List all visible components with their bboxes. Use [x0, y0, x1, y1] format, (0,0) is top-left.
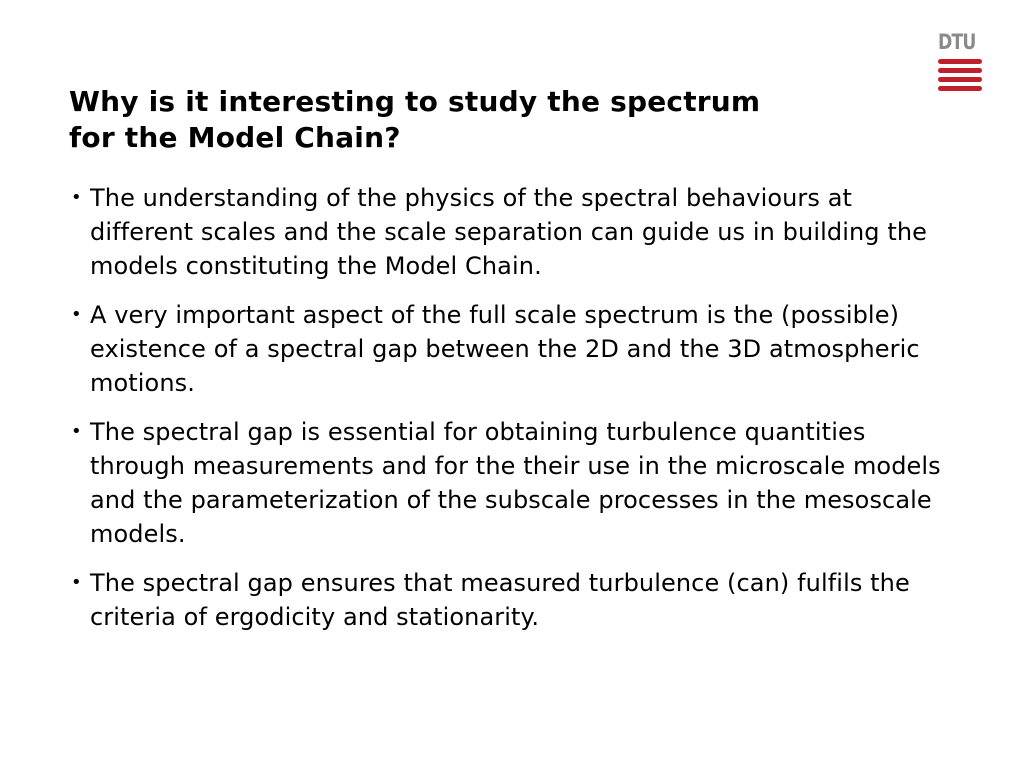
- bullet-dot-icon: •: [71, 572, 82, 593]
- bullet-text: The spectral gap is essential for obtaining turbulence quantities through measurements and for the their use in the microscale models and the parameterization of the subscale processes in the mesoscale models.: [90, 418, 941, 548]
- bullet-item-physics: [69, 181, 949, 283]
- bullet-dot-icon: •: [71, 304, 82, 325]
- slide-title-line-1: Why is it interesting to study the spectrum: [69, 85, 761, 118]
- bullet-text: A very important aspect of the full scale spectrum is the (possible) existence of a spectral gap between the 2D and the 3D atmospheric motions.: [90, 301, 920, 397]
- bullet-item-spectral-gap-existence: [69, 298, 949, 400]
- slide-title-line-2: for the Model Chain?: [69, 121, 401, 154]
- slide-title: [69, 84, 949, 156]
- bullet-list: [69, 181, 949, 649]
- bullet-item-ergodicity: [69, 566, 949, 634]
- bullet-dot-icon: •: [71, 187, 82, 208]
- dtu-logo-text: DTU: [938, 30, 976, 54]
- bullet-text: The spectral gap ensures that measured turbulence (can) fulfils the criteria of ergodicity and stationarity.: [90, 569, 910, 631]
- bullet-text: The understanding of the physics of the spectral behaviours at different scales and the scale separation can guide us in building the models constituting the Model Chain.: [90, 184, 928, 280]
- bullet-dot-icon: •: [71, 421, 82, 442]
- bullet-item-spectral-gap-essential: [69, 415, 949, 551]
